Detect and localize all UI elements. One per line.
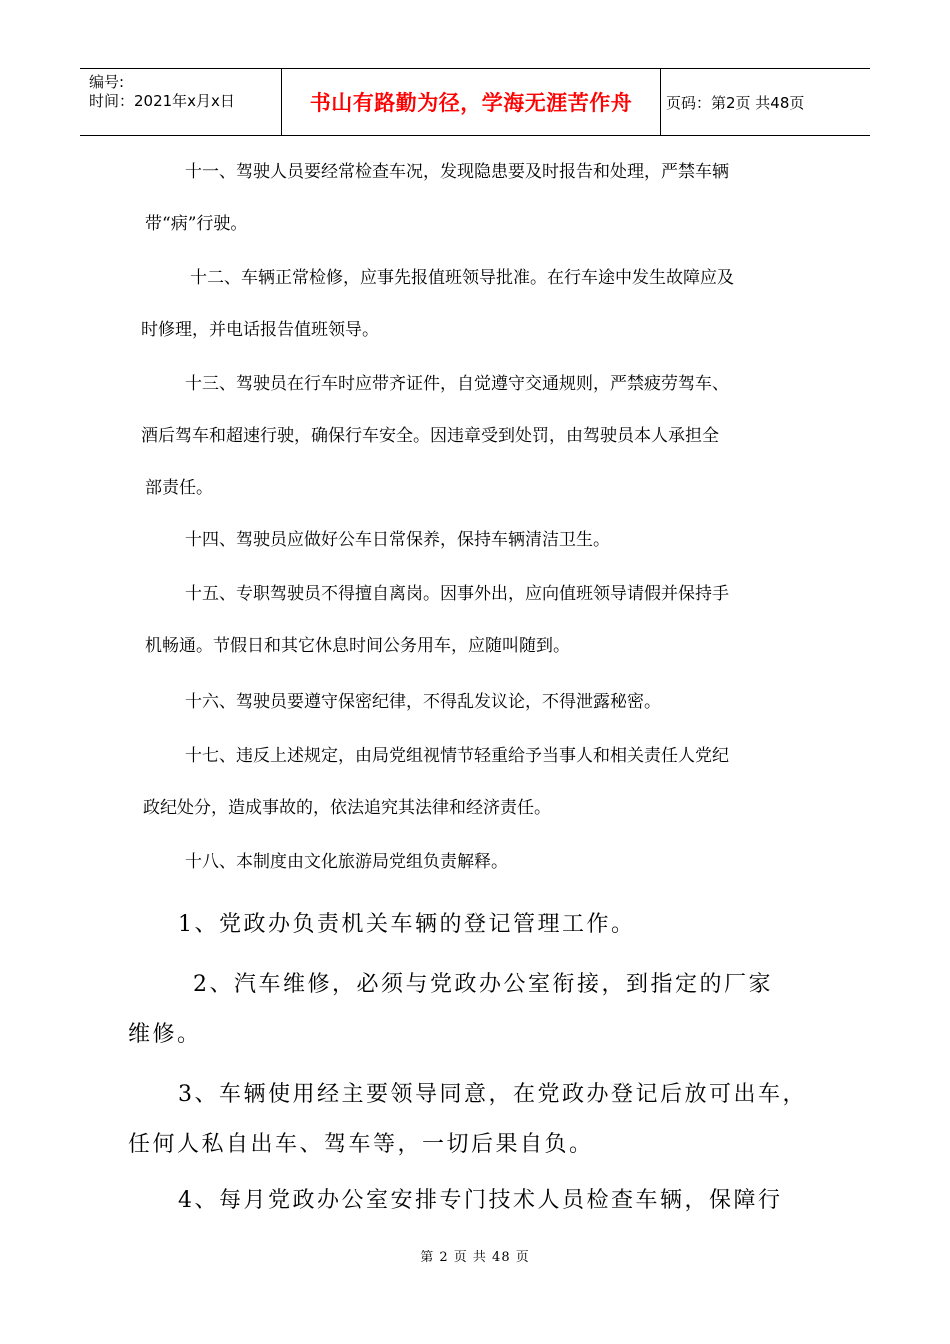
item-line: 3、车辆使用经主要领导同意，在党政办登记后放可出车， [178, 1082, 807, 1107]
document-date-label: 时间：2021年x月x日 [89, 92, 235, 110]
paragraph-line: 酒后驾车和超速行驶，确保行车安全。因违章受到处罚，由驾驶员本人承担全 [141, 426, 719, 446]
regulation-paragraph-12 [141, 252, 734, 356]
paragraph-line: 十二、车辆正常检修，应事先报值班领导批准。在行车途中发生故障应及 [190, 268, 734, 288]
header-motto: 书山有路勤为径，学海无涯苦作舟 [282, 69, 661, 135]
page-footer: 第 2 页 共 48 页 [420, 1250, 530, 1265]
paragraph-line: 十五、专职驾驶员不得擅自离岗。因事外出，应向值班领导请假并保持手 [185, 584, 729, 604]
paragraph-line: 十六、驾驶员要遵守保密纪律，不得乱发议论，不得泄露秘密。 [185, 692, 661, 712]
paragraph-line: 十八、本制度由文化旅游局党组负责解释。 [185, 852, 508, 872]
numbered-item-4 [178, 1176, 783, 1226]
regulation-paragraph-15 [145, 568, 729, 672]
regulation-paragraph-17 [143, 730, 729, 834]
header-meta-cell [80, 69, 282, 135]
numbered-item-2 [128, 960, 773, 1060]
item-line: 4、每月党政办公室安排专门技术人员检查车辆，保障行 [178, 1188, 783, 1213]
paragraph-line: 部责任。 [145, 478, 213, 498]
numbered-item-1 [178, 900, 636, 950]
regulation-paragraph-16 [185, 676, 661, 728]
item-line: 任何人私自出车、驾车等，一切后果自负。 [128, 1132, 594, 1157]
regulation-paragraph-14 [185, 514, 610, 566]
paragraph-line: 十四、驾驶员应做好公车日常保养，保持车辆清洁卫生。 [185, 530, 610, 550]
item-line: 1、党政办负责机关车辆的登记管理工作。 [178, 912, 636, 937]
paragraph-line: 带“病”行驶。 [145, 214, 248, 234]
item-line: 2、汽车维修，必须与党政办公室衔接，到指定的厂家 [193, 972, 773, 997]
regulation-paragraph-18 [185, 836, 508, 888]
document-header [80, 68, 870, 136]
paragraph-line: 政纪处分，造成事故的，依法追究其法律和经济责任。 [143, 798, 551, 818]
document-number-label: 编号: [89, 73, 125, 91]
regulation-paragraph-11 [145, 146, 729, 250]
paragraph-line: 机畅通。节假日和其它休息时间公务用车，应随叫随到。 [145, 636, 570, 656]
paragraph-line: 十七、违反上述规定，由局党组视情节轻重给予当事人和相关责任人党纪 [185, 746, 729, 766]
header-page-info: 页码：第2页 共48页 [666, 93, 805, 112]
numbered-item-3 [128, 1070, 807, 1170]
regulation-paragraph-13 [141, 358, 729, 514]
item-line: 维修。 [128, 1022, 202, 1047]
paragraph-line: 时修理，并电话报告值班领导。 [141, 320, 379, 340]
paragraph-line: 十一、驾驶人员要经常检查车况，发现隐患要及时报告和处理，严禁车辆 [185, 162, 729, 182]
paragraph-line: 十三、驾驶员在行车时应带齐证件，自觉遵守交通规则，严禁疲劳驾车、 [185, 374, 729, 394]
